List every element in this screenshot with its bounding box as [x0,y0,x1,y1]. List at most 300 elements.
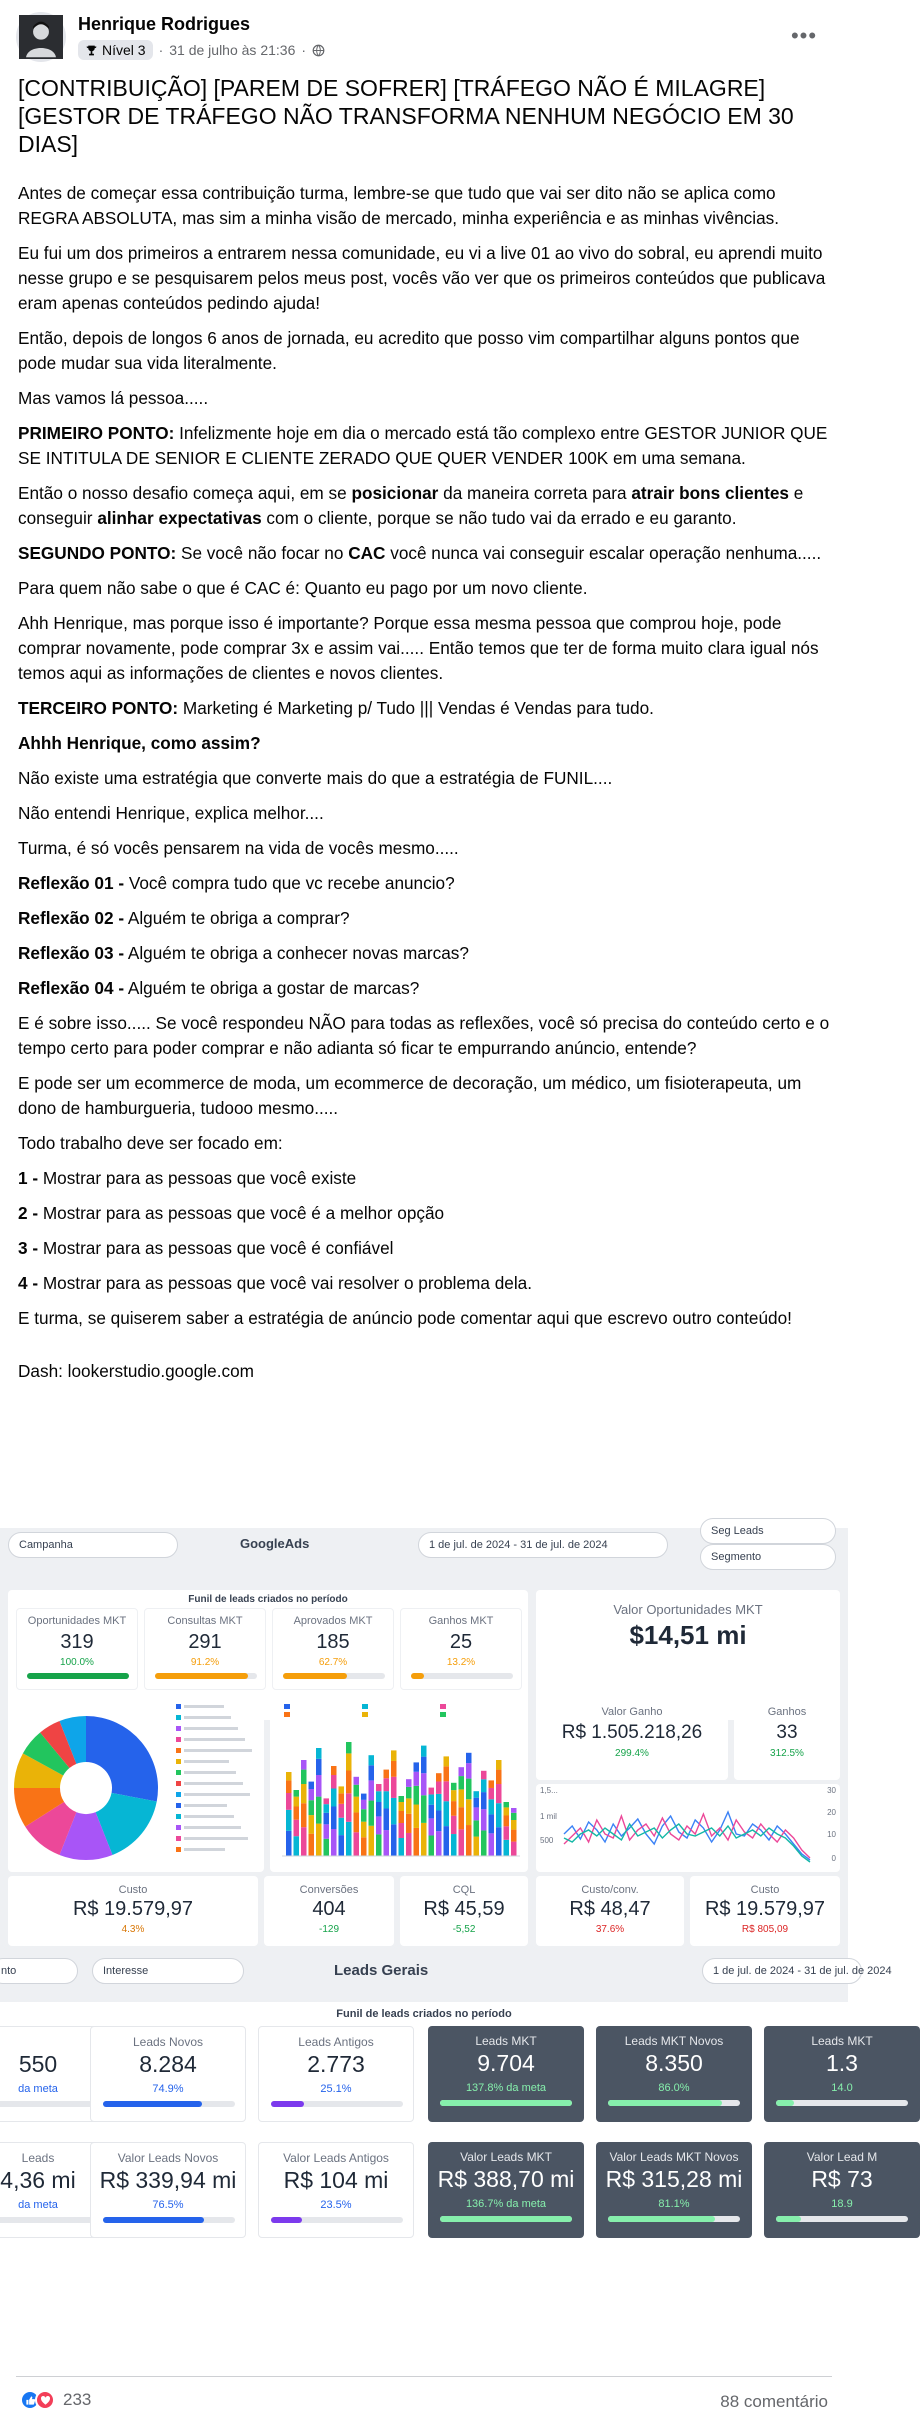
leads-kpi-card [596,2142,752,2238]
kpi-progress-fill [27,1673,129,1679]
leads-kpi-card [90,2026,246,2122]
kpi-label: Valor Leads Antigos [283,2151,389,2165]
kpi-value: 4,36 mi [0,2167,76,2193]
line-chart-panel [536,1784,840,1872]
stacked-bar-chart [270,1696,528,1872]
legend-text-line [184,1727,238,1730]
bar-segment [384,1770,390,1779]
reactions-summary[interactable] [20,2390,91,2410]
bar-segment [489,1780,495,1788]
avatar-icon [19,15,63,59]
bar-segment [429,1794,435,1804]
post-footer [0,2382,848,2422]
legend-swatch [440,1712,446,1717]
leads-kpi-card [428,2026,584,2122]
bar-segment [399,1802,405,1811]
leads-funnel-panel [0,2002,878,2268]
bar-segment [294,1820,300,1837]
bar-segment [466,1779,472,1800]
dashboard-image[interactable] [0,1525,892,2268]
legend-swatch [176,1748,181,1753]
kpi-value: R$ 73 [811,2166,873,2192]
legend-text-line [184,1837,248,1840]
bar-segment [459,1829,465,1856]
bar-segment [414,1805,420,1828]
bar-segment [459,1776,465,1789]
bar-segment [399,1823,405,1838]
more-options-button[interactable]: ••• [790,23,818,48]
bar-segment [436,1773,442,1781]
bar-segment [444,1826,450,1856]
kpi-label: Aprovados MKT [293,1615,373,1627]
legend-swatch [362,1704,368,1709]
bar-segment [324,1839,330,1856]
legend-swatch [176,1759,181,1764]
line-y-right-3: 0 [831,1854,836,1863]
level-badge[interactable] [78,40,153,60]
bar-segment [444,1781,450,1801]
bar-segment [436,1781,442,1793]
bar-segment [496,1770,502,1784]
bar-segment [286,1831,292,1856]
bar-segment [444,1766,450,1781]
bar-segment [504,1816,510,1827]
bar-segment [474,1837,480,1856]
leads-kpi-card [90,2142,246,2238]
bar-segment [286,1810,292,1831]
kpi-sub: 14.0 [831,2082,853,2094]
kpi-progress-track [608,2100,740,2106]
bold-span: posicionar [351,483,439,503]
legend-text-line [184,1771,236,1774]
kpi-progress-fill [776,2216,801,2222]
post-body [18,181,832,1394]
kpi-progress-track [271,2101,403,2107]
reflection-label: Reflexão 01 - [18,873,125,893]
leads-kpi-card [764,2142,920,2238]
bold-span: atrair bons clientes [631,483,789,503]
kpi-value: R$ 19.579,97 [704,1898,826,1920]
bar-segment [406,1798,412,1813]
bar-segment [406,1833,412,1856]
kpi-value: R$ 104 mi [283,2167,389,2193]
legend-text-line [184,1705,224,1708]
kpi-label: CQL [452,1884,476,1896]
legend-text-line [184,1826,241,1829]
list-text: Mostrar para as pessoas que você vai resolver o problema dela. [38,1273,532,1293]
legend-swatch [284,1704,290,1709]
bar-segment [316,1748,322,1759]
line-chart [536,1784,840,1872]
kpi-progress-track [271,2217,403,2223]
list-number: 1 - [18,1168,39,1188]
leads-gerais-header: Leads Gerais [334,1962,429,1979]
kpi-sub: 76.5% [152,2199,184,2211]
bar-segment [331,1807,337,1830]
funnel-kpi-card [400,1608,522,1690]
paragraph: E turma, se quiserem saber a estratégia de anúncio pode comentar aqui que escrevo outro conteúdo! [18,1308,792,1328]
bar-segment [511,1808,517,1813]
bar-segment [286,1793,292,1810]
bar-segment [384,1778,390,1791]
interesse-filter[interactable]: Interesse [92,1958,244,1984]
reaction-count: 233 [63,2390,92,2409]
reflection-text: Alguém te obriga a gostar de marcas? [124,978,420,998]
dash-link[interactable]: Dash: lookerstudio.google.com [18,1361,254,1381]
bar-segment [339,1835,345,1856]
bar-segment [301,1770,307,1784]
bar-segment [414,1786,420,1805]
level-badge-label: Nível 3 [102,42,146,58]
post-title: [CONTRIBUIÇÃO] [PAREM DE SOFRER] [TRÁFEGO NÃO É MILAGRE] [GESTOR DE TRÁFEGO NÃO TRANSFORMA NENHUM NEGÓCIO EM 30 DIAS] [18,75,794,157]
bar-segment [354,1797,360,1813]
bar-segment [511,1842,517,1856]
legend-swatch [176,1836,181,1841]
leads-kpi-card [258,2026,414,2122]
bar-segment [399,1796,405,1802]
campaign-filter[interactable]: Campanha [8,1532,178,1558]
leads-kpi-card [764,2026,920,2122]
legend-swatch [176,1792,181,1797]
bar-segment [339,1818,345,1835]
legend-swatch [176,1814,181,1819]
paragraph: Ahh Henrique, mas porque isso é importante? Porque essa mesma pessoa que comprou hoje, pode comprar novamente, pode comprar 3x e assim vai..... Então temos que ter de forma muito clara igual nós temos aqui as informações de clientes e novos clientes. [18,613,819,683]
kpi-progress-fill [283,1673,347,1679]
bold-span: CAC [348,543,386,563]
reflection-label: Reflexão 02 - [18,908,125,928]
list-item [18,1201,832,1226]
bar-segment [489,1799,495,1814]
valor-oport-value: $14,51 mi [629,1620,747,1650]
bar-segment [316,1759,322,1775]
reflection-text: Alguém te obriga a comprar? [124,908,350,928]
kpi-progress-track [103,2101,235,2107]
bar-segment [369,1780,375,1800]
list-number: 2 - [18,1203,39,1223]
bar-segment [294,1797,300,1807]
bar-segment [511,1820,517,1830]
ganhos-value: 33 [776,1722,798,1743]
reflection-label: Reflexão 03 - [18,943,125,963]
kpi-label: Custo [118,1884,148,1896]
post-date[interactable]: 31 de julho às 21:36 [169,42,296,58]
kpi-label: Custo/conv. [581,1884,639,1896]
kpi-label: Valor Lead M [806,2150,878,2164]
ganhos-card [734,1696,840,1780]
bar-segment [309,1789,315,1800]
kpi-value: 291 [188,1631,222,1653]
bar-segment [354,1785,360,1797]
bar-segment [406,1787,412,1799]
kpi-value: 185 [316,1631,350,1653]
paragraph: Mas vamos lá pessoa..... [18,388,209,408]
ganhos-delta: 312.5% [770,1748,804,1759]
bar-segment [324,1813,330,1825]
legend-swatch [176,1715,181,1720]
leads-funnel-title: Funil de leads criados no período [336,2008,512,2020]
bar-segment [496,1803,502,1827]
bar-segment [294,1807,300,1820]
list-item [18,1271,832,1296]
kpi-progress-fill [440,2216,572,2222]
paragraph: Eu fui um dos primeiros a entrarem nessa comunidade, eu vi a live 01 ao vivo do sobral, eu aprendi muito nesse grupo e se pesquisarem pelos meus post, vocês vão ver que os primeiros conteúdos que publicava eram apenas conteúdos pedindo ajuda! [18,243,826,313]
bar-segment [504,1826,510,1840]
legend-swatch [284,1712,290,1717]
bar-segment [481,1792,487,1809]
bar-segment [496,1760,502,1770]
kpi-progress-fill [271,2101,304,2107]
bar-segment [429,1805,435,1819]
bar-segment [294,1836,300,1856]
bar-segment [436,1794,442,1811]
paragraph: Não entendi Henrique, explica melhor.... [18,803,324,823]
point-label: TERCEIRO PONTO: [18,698,179,718]
kpi-progress-fill [411,1673,424,1679]
bar-segment [286,1780,292,1793]
bar-segment [361,1822,367,1838]
bar-segment [451,1834,457,1856]
kpi-progress-fill [608,2100,722,2106]
stacked-bar-panel [270,1696,528,1872]
valor-ganho-delta: 299.4% [615,1748,649,1759]
paragraph: Antes de começar essa contribuição turma, lembre-se que tudo que vai ser dito não se aplica como REGRA ABSOLUTA, mas sim a minha visão de mercado, minha experiência e as minhas vivências. [18,183,780,228]
bar-segment [496,1784,502,1803]
point-label: PRIMEIRO PONTO: [18,423,175,443]
bar-segment [406,1814,412,1833]
comment-count[interactable]: 88 comentário [720,2392,828,2411]
text-span: com o cliente, porque se não tudo vai da errado e eu garanto. [261,508,737,528]
paragraph: Então, depois de longos 6 anos de jornada, eu acredito que posso vim compartilhar alguns pontos que pode mudar sua vida literalmente. [18,328,800,373]
kpi-label: Custo [750,1884,780,1896]
bar-segment [369,1826,375,1856]
segment-filter[interactable]: Segmento [700,1544,836,1570]
bar-segment [459,1807,465,1829]
kpi-delta: 4.3% [121,1924,145,1935]
filter-a[interactable]: nto [0,1958,78,1984]
legend-swatch [362,1712,368,1717]
reflection [18,976,832,1001]
bar-segment [376,1816,382,1834]
bar-segment [489,1788,495,1799]
bar-segment [331,1766,337,1775]
bar-segment [406,1779,412,1787]
kpi-progress-fill [103,2101,202,2107]
kpi-label: Consultas MKT [167,1615,243,1627]
bar-segment [301,1827,307,1856]
bar-segment [309,1782,315,1789]
donut-chart-panel [8,1696,264,1872]
paragraph: Turma, é só vocês pensarem na vida de vocês mesmo..... [18,838,459,858]
point-text: Infelizmente hoje em dia o mercado está tão complexo entre GESTOR JUNIOR QUE SE INTITULA DE SENIOR E CLIENTE ZERADO QUE QUER VENDER 100K em uma semana. [18,423,828,468]
kpi-progress-track [776,2100,908,2106]
kpi-label: Leads Antigos [298,2035,374,2049]
bar-segment [451,1783,457,1790]
kpi-progress-track [27,1673,129,1679]
kpi-value: 8.284 [139,2051,197,2077]
bar-segment [466,1763,472,1778]
paragraph: Para quem não sabe o que é CAC é: Quanto eu pago por um novo cliente. [18,578,588,598]
paragraph [18,421,832,471]
line-y-1: 1 mil [540,1812,557,1821]
bar-segment [474,1820,480,1836]
kpi-value: R$ 48,47 [569,1898,651,1920]
kpi-sub: 25.1% [320,2083,352,2095]
text-span: Então o nosso desafio começa aqui, em se [18,483,352,503]
kpi-delta: 37.6% [595,1924,625,1935]
legend-text-line [184,1815,234,1818]
donut-chart [8,1696,264,1872]
kpi-sub: 137.8% da meta [465,2082,547,2094]
bar-segment [459,1789,465,1807]
legend-text-line [184,1804,227,1807]
bar-segment [309,1834,315,1856]
seg-leads-filter[interactable]: Seg Leads [700,1518,836,1544]
line-y-2: 500 [540,1836,554,1845]
kpi-value: R$ 19.579,97 [72,1898,194,1920]
author-name[interactable]: Henrique Rodrigues [78,14,251,34]
kpi-label: Leads MKT [475,2034,537,2048]
funnel-kpi-card [272,1608,394,1690]
meta-separator-2: · [301,42,307,58]
bar-segment [369,1755,375,1765]
bar-segment [444,1801,450,1826]
series-line-1 [564,1812,810,1860]
kpi-progress-track [608,2216,740,2222]
text-span: e conseguir [18,483,804,528]
kpi-value: 8.350 [645,2050,703,2076]
bar-segment [391,1761,397,1777]
bold-line: Ahhh Henrique, como assim? [18,733,261,753]
kpi-progress-track [440,2100,572,2106]
kpi-sub: 23.5% [320,2199,352,2211]
bar-segment [504,1807,510,1815]
bar-segment [451,1790,457,1801]
legend-text-line [184,1782,243,1785]
author-avatar[interactable] [16,12,66,62]
bar-segment [361,1800,367,1809]
post-meta [78,40,325,60]
paragraph [18,696,832,721]
googleads-dashboard [0,1525,848,1948]
list-item [18,1166,832,1191]
kpi-value: 404 [312,1898,346,1920]
paragraph [18,731,832,756]
date-range-filter[interactable]: 1 de jul. de 2024 - 31 de jul. de 2024 [418,1532,668,1558]
bar-segment [489,1814,495,1833]
funnel-kpi-card [16,1608,138,1690]
legend-text-line [184,1793,250,1796]
kpi-delta: -129 [318,1924,339,1935]
leads-date-filter[interactable]: 1 de jul. de 2024 - 31 de jul. de 2024 [702,1958,862,1984]
bar-segment [391,1750,397,1761]
point-text: Marketing é Marketing p/ Tudo ||| Vendas é Vendas para tudo. [178,698,654,718]
reflection-label: Reflexão 04 - [18,978,125,998]
ganhos-label: Ganhos [767,1706,807,1718]
bar-segment [391,1798,397,1824]
legend-swatch [176,1726,181,1731]
paragraph: E é sobre isso..... Se você respondeu NÃO para todas as reflexões, você só precisa do conteúdo certo e o tempo certo para poder comprar e não adianta só ficar te empurrando anúncio, entende? [18,1013,830,1058]
kpi-label: Leads MKT [811,2034,873,2048]
bar-segment [391,1824,397,1856]
legend-text-line [184,1749,252,1752]
bar-segment [474,1791,480,1797]
bar-segment [429,1788,435,1795]
kpi-progress-fill [103,2217,204,2223]
text-span: você nunca vai conseguir escalar operação nenhuma..... [385,543,822,563]
bar-segment [316,1797,322,1824]
bar-segment [436,1831,442,1856]
bar-segment [421,1773,427,1795]
kpi-label: Ganhos MKT [428,1615,494,1627]
bar-segment [421,1795,427,1823]
bar-segment [354,1812,360,1832]
bar-segment [301,1784,307,1803]
valor-ganho-value: R$ 1.505.218,26 [561,1722,703,1743]
kpi-progress-fill [271,2217,302,2223]
kpi-sub: 81.1% [658,2198,690,2210]
bar-segment [301,1760,307,1770]
bar-segment [346,1822,352,1856]
bar-segment [444,1756,450,1766]
line-y-max: 1,5... [540,1786,558,1795]
kpi-progress-track [411,1673,513,1679]
kpi-label: Leads [21,2151,55,2165]
bar-segment [399,1811,405,1823]
bar-segment [504,1840,510,1856]
legend-swatch [176,1704,181,1709]
reaction-icons [20,2390,55,2410]
cost-kpi-card [690,1876,840,1946]
bar-segment [331,1775,337,1789]
kpi-sub: 86.0% [658,2082,690,2094]
reflection [18,871,832,896]
bar-segment [429,1835,435,1856]
legend-swatch [176,1770,181,1775]
bar-segment [489,1833,495,1856]
bar-segment [391,1777,397,1798]
cost-kpi-card [264,1876,394,1946]
kpi-value: 1.3 [826,2050,858,2076]
bar-segment [421,1823,427,1856]
kpi-progress-track [440,2216,572,2222]
line-y-right-1: 20 [827,1808,836,1817]
kpi-label: Oportunidades MKT [27,1615,127,1627]
bar-segment [511,1830,517,1842]
kpi-value: 25 [449,1631,473,1653]
kpi-sub: da meta [18,2199,58,2211]
kpi-sub: 13.2% [446,1657,476,1668]
funnel-title: Funil de leads criados no período [188,1594,348,1605]
bar-segment [346,1753,352,1770]
bar-segment [316,1824,322,1856]
valor-ganho-label: Valor Ganho [601,1706,663,1718]
kpi-value: R$ 45,59 [423,1898,505,1920]
bar-segment [384,1791,390,1808]
bar-segment [474,1798,480,1808]
footer-divider [16,2376,832,2377]
bar-segment [376,1802,382,1816]
bar-segment [361,1794,367,1800]
funnel-kpi-card [144,1608,266,1690]
paragraph [18,481,832,531]
kpi-value: R$ 315,28 mi [605,2166,743,2192]
cost-kpi-card [8,1876,258,1946]
leads-kpi-card [596,2026,752,2122]
series-line-3 [564,1824,810,1862]
reflection-text: Alguém te obriga a conhecer novas marcas? [124,943,469,963]
kpi-label: Valor Leads MKT Novos [609,2150,739,2164]
bar-segment [369,1765,375,1780]
